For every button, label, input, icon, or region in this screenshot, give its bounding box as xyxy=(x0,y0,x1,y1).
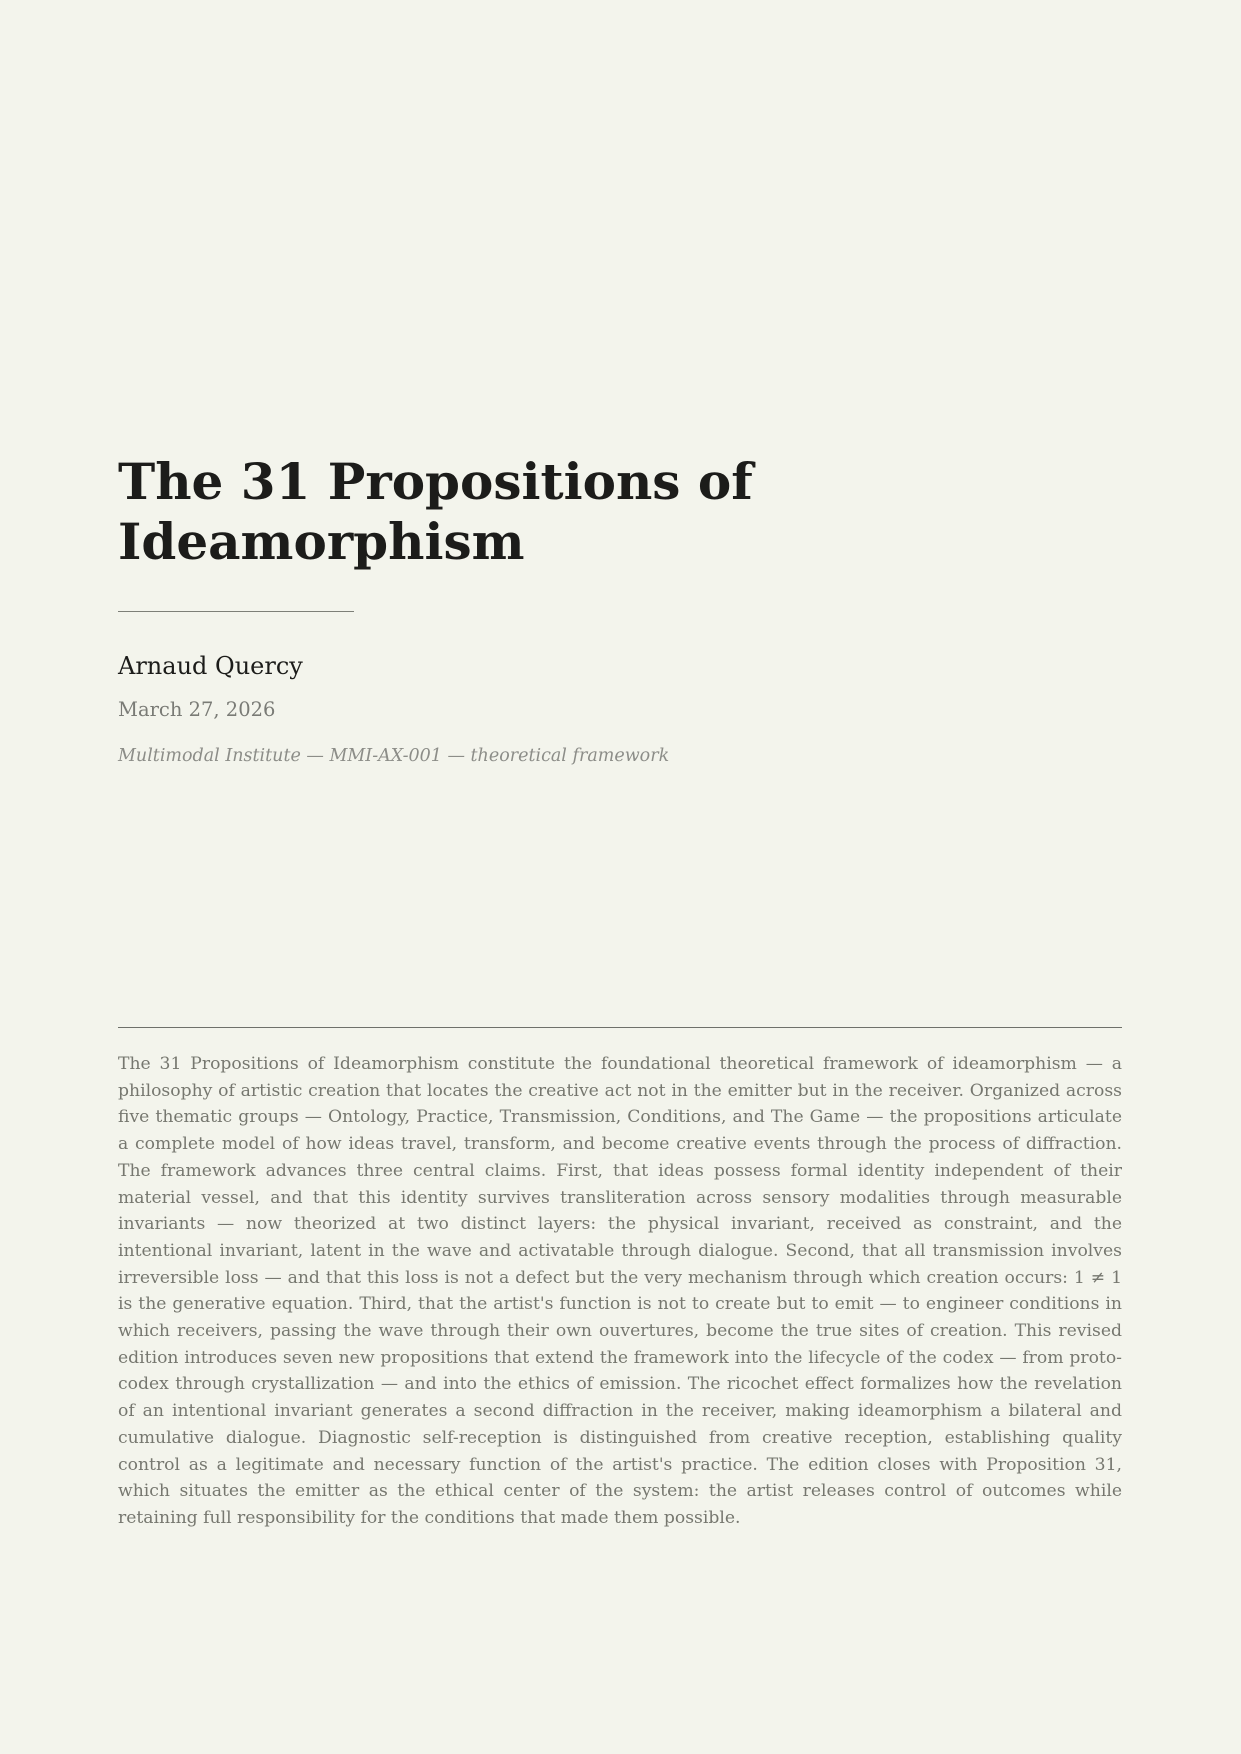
author-name: Arnaud Quercy xyxy=(118,652,303,680)
abstract-paragraph: The 31 Propositions of Ideamorphism constitute the foundational theoretical framework of ideamorphism — a philosophy of artistic creation that locates the creative act not in the emitter but in the receiver. Organized across five thematic groups — Ontology, Practice, Transmission, Conditions, and The Game — the propositions articulate a complete model of how ideas travel, transform, and become creative events through the process of diffraction. The framework advances three central claims. First, that ideas possess formal identity independent of their material vessel, and that this identity survives transliteration across sensory modalities through measurable invariants — now theorized at two distinct layers: the physical invariant, received as constraint, and the intentional invariant, latent in the wave and activatable through dialogue. Second, that all transmission involves irreversible loss — and that this loss is not a defect but the very mechanism through which creation occurs: 1 ≠ 1 is the generative equation. Third, that the artist's function is not to create but to emit — to engineer conditions in which receivers, passing the wave through their own ouvertures, become the true sites of creation. This revised edition introduces seven new propositions that extend the framework into the lifecycle of the codex — from proto-codex through crystallization — and into the ethics of emission. The ricochet effect formalizes how the revelation of an intentional invariant generates a second diffraction in the receiver, making ideamorphism a bilateral and cumulative dialogue. Diagnostic self-reception is distinguished from creative reception, establishing quality control as a legitimate and necessary function of the artist's practice. The edition closes with Proposition 31, which situates the emitter as the ethical center of the system: the artist releases control of outcomes while retaining full responsibility for the conditions that made them possible. xyxy=(118,1054,1122,1528)
title-divider xyxy=(118,611,354,612)
abstract-divider xyxy=(118,1027,1122,1028)
publication-date: March 27, 2026 xyxy=(118,698,276,721)
affiliation-line: Multimodal Institute — MMI-AX-001 — theoretical framework xyxy=(118,746,670,766)
document-title: The 31 Propositions of Ideamorphism xyxy=(118,452,753,571)
